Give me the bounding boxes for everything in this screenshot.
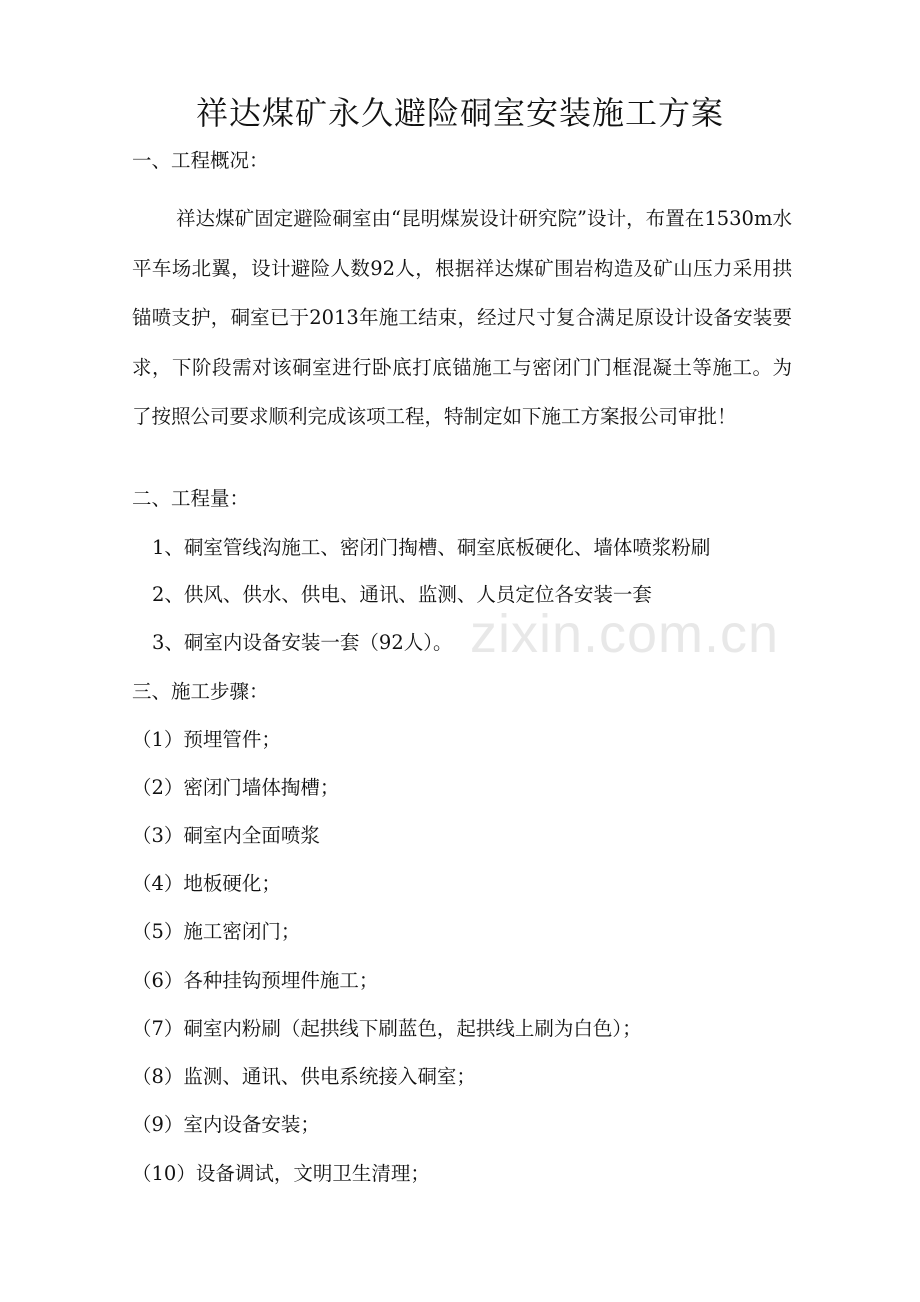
- step-item: （10）设备调试，文明卫生清理；: [132, 1162, 430, 1185]
- step-item: （1）预埋管件；: [132, 728, 281, 751]
- quantity-item: 2、供风、供水、供电、通讯、监测、人员定位各安装一套: [152, 583, 652, 606]
- watermark: zixin.com.cn: [470, 604, 780, 664]
- section-heading-overview: 一、工程概况：: [132, 149, 269, 172]
- step-item: （8）监测、通讯、供电系统接入硐室；: [132, 1065, 476, 1088]
- quantity-item: 1、硐室管线沟施工、密闭门掏槽、硐室底板硬化、墙体喷浆粉刷: [152, 536, 711, 559]
- step-item: （7）硐室内粉刷（起拱线下刷蓝色，起拱线上刷为白色）；: [132, 1017, 642, 1040]
- step-item: （6）各种挂钩预埋件施工；: [132, 969, 379, 992]
- step-item: （9）室内设备安装；: [132, 1113, 320, 1136]
- step-item: （3）硐室内全面喷浆: [132, 824, 320, 847]
- section-heading-steps: 三、施工步骤：: [132, 680, 269, 703]
- step-item: （2）密闭门墙体掏槽；: [132, 776, 340, 799]
- overview-paragraph: 祥达煤矿固定避险硐室由“昆明煤炭设计研究院”设计，布置在1530m水平车场北翼，设计避险人数92人，根据祥达煤矿围岩构造及矿山压力采用拱锚喷支护，硐室已于2013年施工结束，经过尺寸复合满足原设计设备安装要求，下阶段需对该硐室进行卧底打底锚施工与密闭门门框混凝土等施工。为了按照公司要求顺利完成该项工程，特制定如下施工方案报公司审批！: [132, 207, 792, 428]
- section-heading-quantity: 二、工程量：: [132, 487, 250, 510]
- document-title: 祥达煤矿永久避险硐室安装施工方案: [195, 94, 724, 132]
- quantity-item: 3、硐室内设备安装一套（92人）。: [152, 631, 453, 654]
- step-item: （5）施工密闭门；: [132, 920, 301, 943]
- step-item: （4）地板硬化；: [132, 872, 281, 895]
